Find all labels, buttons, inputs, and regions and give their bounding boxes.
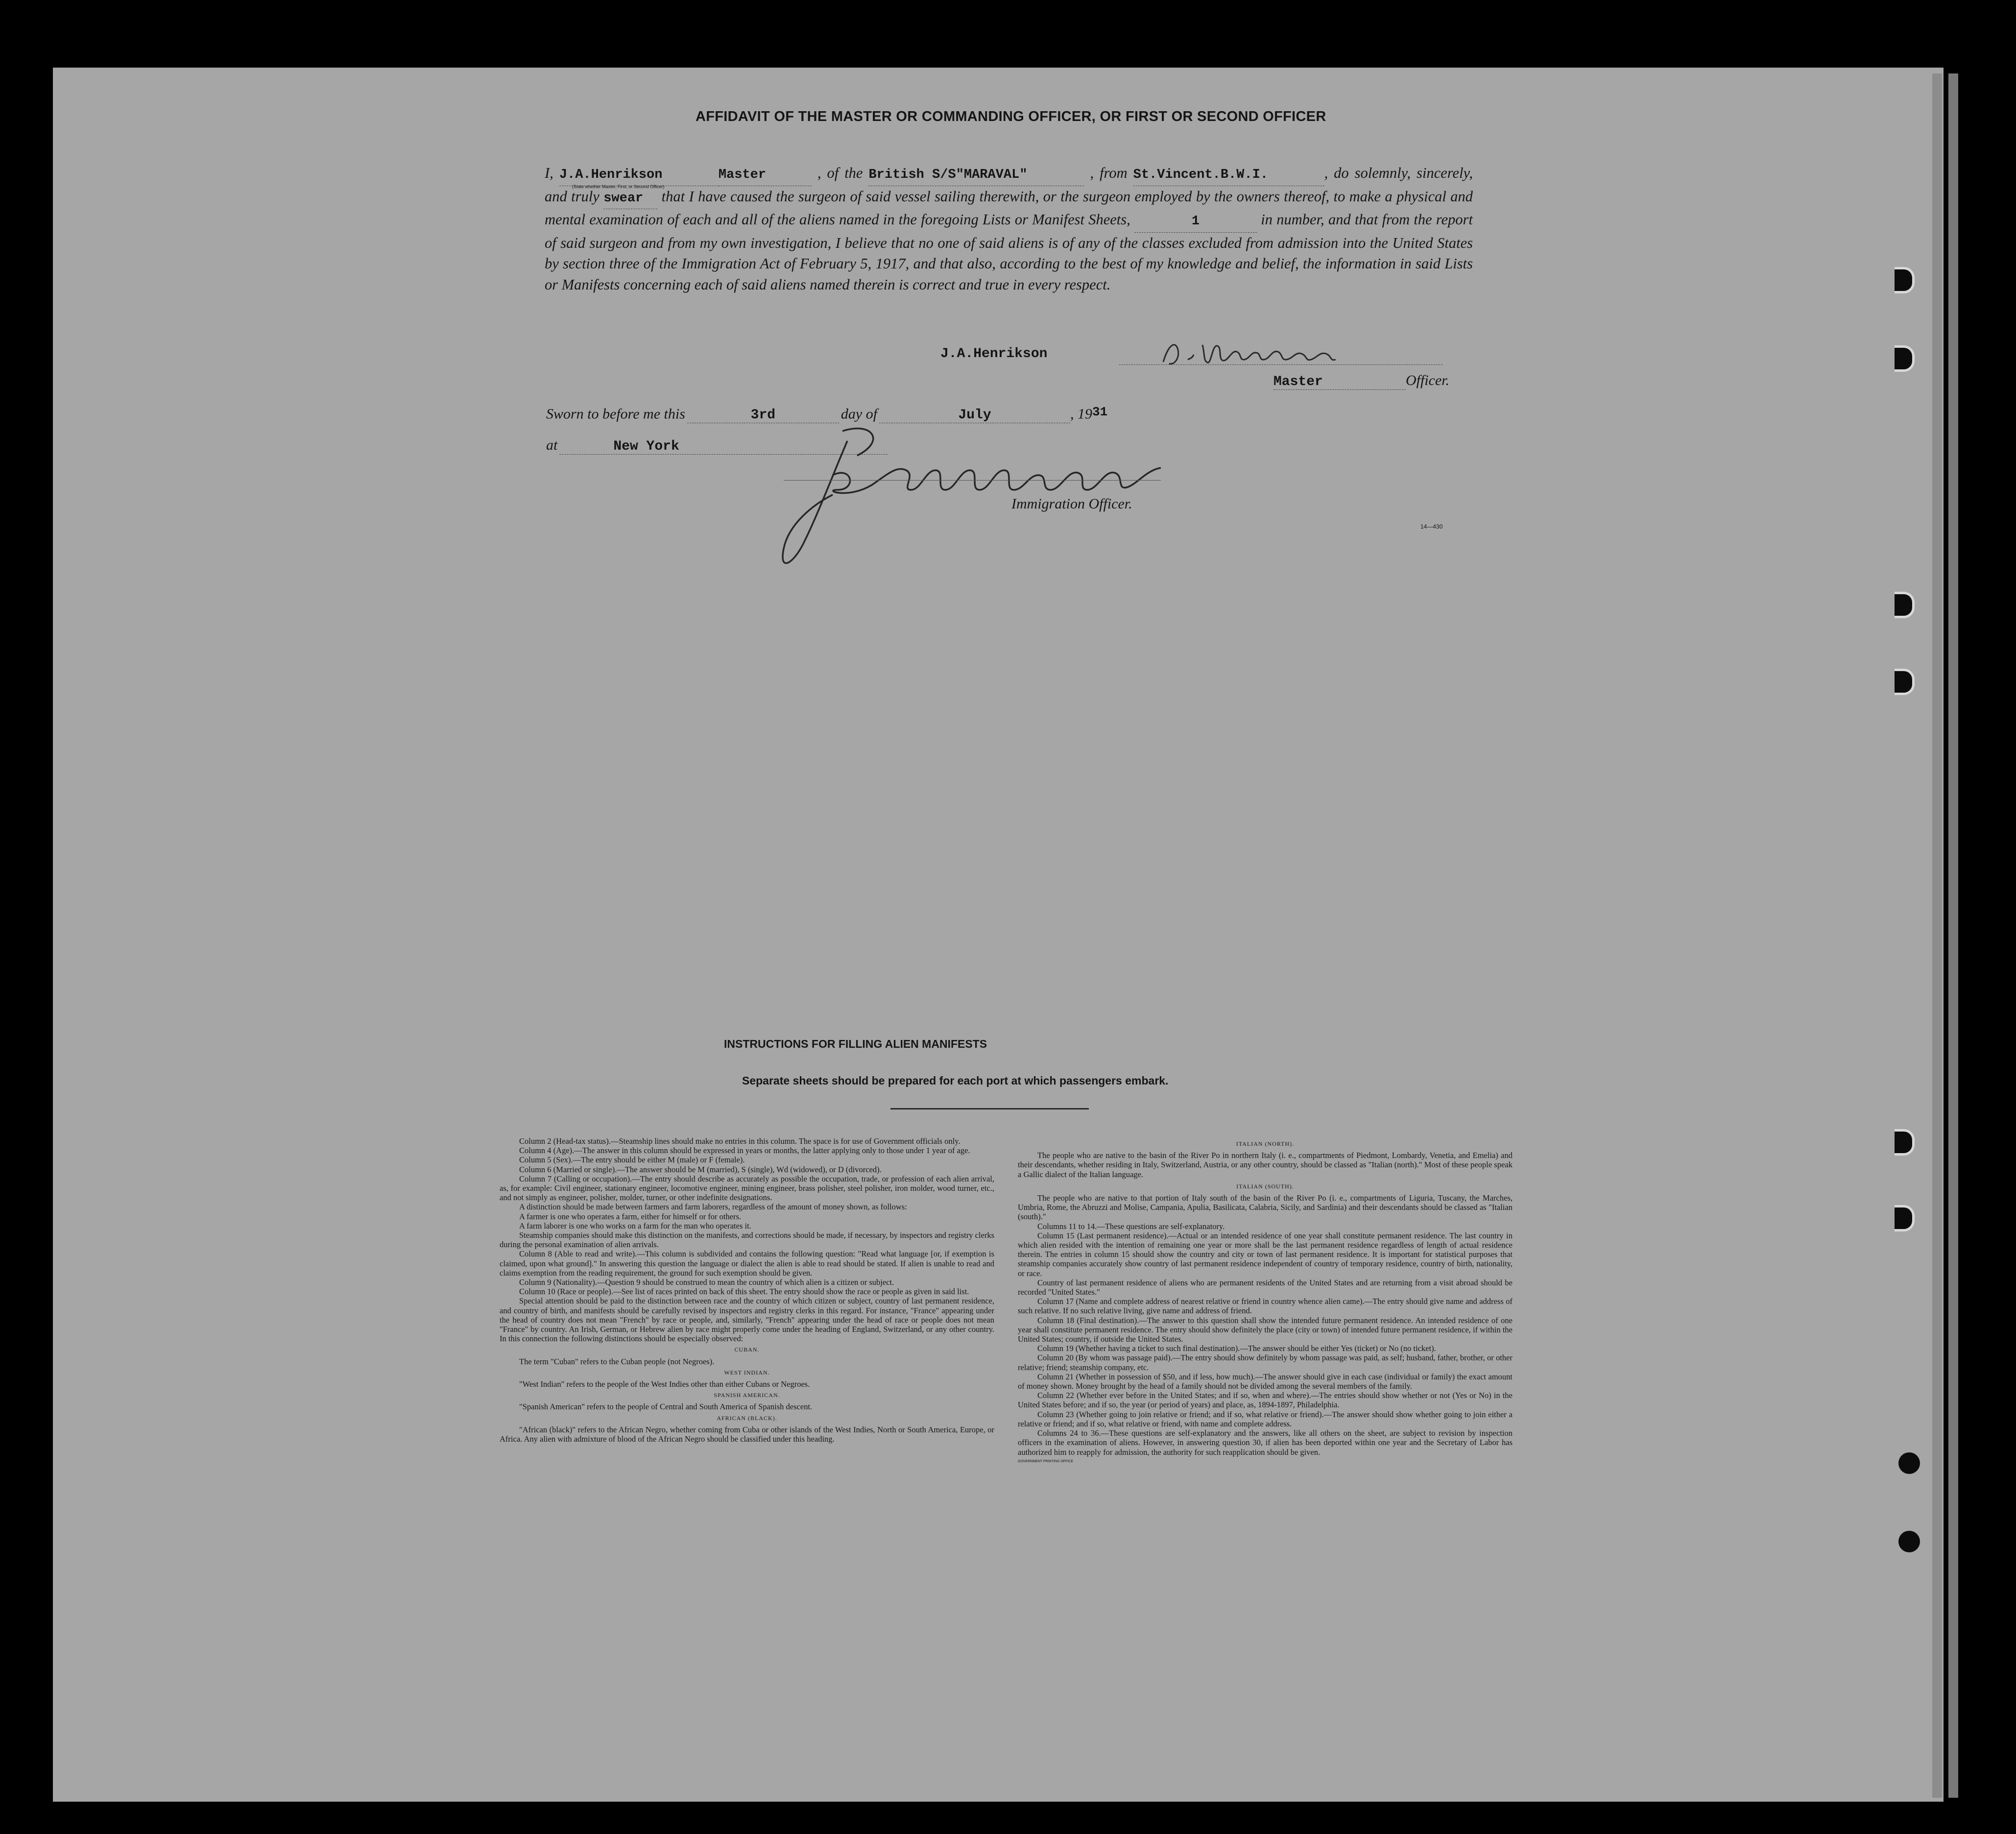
- form-number: 14—430: [1420, 523, 1443, 530]
- instruction-paragraph: Column 18 (Final destination).—The answer to this question shall show the intended future permanent residence. An intended residence of one year shall constitute permanent residence. The entry should show definitely the place (city or town) of intended future permanent residence, if within the United States; country, if outside the United States.: [1018, 1315, 1512, 1344]
- instruction-paragraph: Column 2 (Head-tax status).—Steamship lines should make no entries in this column. The space is for use of Government officials only.: [519, 1136, 960, 1146]
- officer-label: Officer.: [1406, 372, 1450, 388]
- t-do: , do: [1324, 165, 1349, 181]
- t-sworn: Sworn to before me this: [546, 406, 685, 422]
- sworn-place: New York: [559, 439, 888, 455]
- instruction-paragraph: Column 19 (Whether having a ticket to such final destination).—The answer should be either Yes (ticket) or No (no ticket).: [1037, 1344, 1436, 1353]
- sworn-month: July: [879, 408, 1070, 423]
- instruction-paragraph: The people who are native to that portion of Italy south of the basin of the River Po (i. e., compartments of Liguria, Tuscany, the Marches, Umbria, Rome, the Abruzzi and Molise, Campania, Apulia, Basilicata, Calabria, Sicily, and Sardinia) and their descendants should be classed as "Italian (south).": [1018, 1193, 1512, 1222]
- instruction-paragraph: A distinction should be made between farmers and farm laborers, regardless of the amount of money shown, as follows:: [519, 1202, 907, 1212]
- t-of-the: , of the: [817, 165, 863, 181]
- instruction-paragraph: Column 9 (Nationality).—Question 9 should be construed to mean the country of which alien is a citizen or subject.: [519, 1278, 894, 1287]
- instruction-paragraph: Column 4 (Age).—The answer in this column should be expressed in years or months, the latter applying only to those under 1 year of age.: [519, 1146, 970, 1156]
- manifest-sheet: [53, 68, 1944, 1802]
- sworn-year: 31: [1092, 405, 1108, 419]
- instruction-paragraph: The term "Cuban" refers to the Cuban people (not Negroes).: [519, 1356, 715, 1366]
- sworn-line: [546, 405, 1107, 423]
- instructions-title: INSTRUCTIONS FOR FILLING ALIEN MANIFESTS: [724, 1038, 987, 1050]
- spanish-american-heading: SPANISH AMERICAN.: [714, 1392, 780, 1399]
- binder-hole: [1898, 1531, 1920, 1552]
- binder-hole: [1895, 592, 1915, 618]
- t-body1: that I have caused the surgeon of said vessel sailing therewith, or the surgeon employed by the owners thereof, to make a physical and mental examination of each and all of the aliens named in the foregoing Lists or Manifest Sheets,: [545, 188, 1473, 228]
- instruction-paragraph: Column 10 (Race or people).—See list of races printed on back of this sheet. The entry should show the race or people as given in said list.: [519, 1287, 969, 1297]
- binder-hole: [1898, 1452, 1920, 1474]
- instruction-paragraph: A farmer is one who operates a farm, either for himself or for others.: [519, 1211, 742, 1221]
- page-edge: [1948, 73, 1958, 1798]
- cuban-heading: CUBAN.: [734, 1346, 760, 1353]
- departure-port: St.Vincent.B.W.I.: [1133, 165, 1324, 186]
- printing-office-note: GOVERNMENT PRINTING OFFICE: [1018, 1459, 1074, 1463]
- affidavit-text: [545, 163, 1473, 295]
- sheets-count: 1: [1134, 211, 1257, 233]
- officer-rank-line: [1273, 372, 1449, 390]
- affidavit-title: AFFIDAVIT OF THE MASTER OR COMMANDING OFFICER, OR FIRST OR SECOND OFFICER: [696, 109, 1326, 124]
- instruction-paragraph: "African (black)" refers to the African Negro, whether coming from Cuba or other islands of the West Indies, North or South America, Europe, or Africa. Any alien with admixture of blood of the African Negro should be classified under this heading.: [500, 1424, 994, 1444]
- instruction-paragraph: A farm laborer is one who works on a farm for the man who operates it.: [519, 1221, 751, 1231]
- t-i: I,: [545, 165, 553, 181]
- instruction-paragraph: Column 21 (Whether in possession of $50, and if less, how much).—The answer should give in each case (individual or family) the exact amount of money shown. Money brought by the head of a family should not be divided among the several members of the family.: [1018, 1372, 1512, 1391]
- t-from: , from: [1090, 165, 1128, 181]
- t-year-prefix: , 19: [1070, 406, 1093, 422]
- binder-hole: [1895, 1129, 1915, 1156]
- immigration-label: Immigration Officer.: [1011, 496, 1132, 512]
- african-heading: AFRICAN (BLACK).: [717, 1414, 777, 1422]
- t-day-of: day of: [840, 406, 878, 422]
- sworn-day: 3rd: [687, 408, 839, 423]
- instruction-paragraph: "Spanish American" refers to the people of Central and South America of Spanish descent.: [519, 1402, 813, 1412]
- t-at: at: [546, 437, 558, 453]
- instruction-paragraph: Column 6 (Married or single).—The answer should be M (married), S (single), Wd (widowed), or D (divorced).: [519, 1164, 882, 1174]
- rank-note: (State whether Master, First, or Second Officer): [572, 184, 665, 189]
- instruction-paragraph: "West Indian" refers to the people of the West Indies other than either Cubans or Negroes.: [519, 1379, 810, 1389]
- page-edge: [1932, 73, 1942, 1798]
- vessel-name: British S/S"MARAVAL": [868, 165, 1084, 186]
- italian-south-heading: ITALIAN (SOUTH).: [1236, 1182, 1294, 1190]
- instruction-paragraph: Column 17 (Name and complete address of nearest relative or friend in country whence alien came).—The entry should give name and address of such relative. If no such relative living, give name and address of friend.: [1018, 1297, 1512, 1316]
- instructions-left-column: [500, 1136, 994, 1444]
- instruction-paragraph: Special attention should be paid to the distinction between race and the country of which citizen or subject, country of last permanent residence, and country of birth, and manifests should be carefully revised by inspectors and registry clerks in this regard. For instance, "France" appearing under the head of country does not mean "French" by race or people, and, similarly, "French" appearing under the head of race or people does not mean "France" by country. An Irish, German, or Hebrew alien by race might properly come under the heading of England, Switzerland, or any other country. In this connection the following distinctions should be especially observed:: [500, 1296, 994, 1344]
- instruction-paragraph: Column 8 (Able to read and write).—This column is subdivided and contains the following question: "Read what language [or, if exemption is claimed, upon what ground]." In answering this question the language or dialect the alien is able to read should be stated. If alien is unable to read and claims exemption from the reading requirement, the ground for such exemption should be given.: [500, 1249, 994, 1278]
- officer-signature-line: [784, 480, 1161, 481]
- instruction-paragraph: Column 23 (Whether going to join relative or friend; and if so, what relative or friend).—The answer should show whether going to join either a relative or friend; and if so, what relative or friend, with name and complete address.: [1018, 1409, 1512, 1428]
- italian-north-heading: ITALIAN (NORTH).: [1236, 1140, 1295, 1147]
- instruction-paragraph: Country of last permanent residence of aliens who are permanent residents of the United States and are returning from a visit abroad should be recorded "United States.": [1018, 1278, 1512, 1297]
- rank-field: Master: [719, 165, 812, 186]
- signature-line: [1119, 338, 1442, 365]
- binder-hole: [1895, 1205, 1915, 1231]
- instruction-paragraph: Columns 24 to 36.—These questions are self-explanatory and the answers, like all others on the sheet, are subject to revision by inspection officers in the examination of aliens. However, in answering question 30, if alien has been deported within one year and the Secretary of Labor has authorized him to reapply for admission, the authority for such reapplication should be given.: [1018, 1428, 1512, 1457]
- west-indian-heading: WEST INDIAN.: [724, 1369, 770, 1376]
- section-rule: [890, 1108, 1089, 1110]
- binder-hole: [1895, 267, 1915, 293]
- t-solemnly: solemnly, sincerely, and truly: [545, 165, 1473, 205]
- instruction-paragraph: Column 5 (Sex).—The entry should be either M (male) or F (female).: [519, 1155, 745, 1165]
- instructions-right-column: [1018, 1136, 1512, 1466]
- officer-rank: Master: [1273, 374, 1406, 390]
- oath-word: swear: [603, 188, 657, 210]
- master-signature-image: [1158, 335, 1364, 369]
- master-name: J.A.Henrikson: [559, 165, 719, 186]
- instruction-paragraph: Columns 11 to 14.—These questions are self-explanatory.: [1037, 1221, 1225, 1231]
- binder-hole: [1895, 669, 1915, 695]
- typed-name: J.A.Henrikson: [940, 346, 1048, 362]
- t-body2: in number, and that from the report of said surgeon and from my own investigation, I believe that no one of said aliens is of any of the classes excluded from admission into the United States by section three of the Immigration Act of February 5, 1917, and that also, according to the best of my knowledge and belief, the information in said Lists or Manifests concerning each of said aliens named therein is correct and true in every respect.: [545, 211, 1473, 293]
- instruction-paragraph: The people who are native to the basin of the River Po in northern Italy (i. e., compartments of Piedmont, Lombardy, Venetia, and Emelia) and their descendants, whether residing in Italy, Switzerland, Austria, or any other country, should be classed as "Italian (north)." Most of these people speak a Gallic dialect of the Italian language.: [1018, 1151, 1512, 1179]
- binder-hole: [1895, 345, 1915, 372]
- instruction-paragraph: Steamship companies should make this distinction on the manifests, and corrections should be made, if necessary, by inspectors and registry clerks during the personal examination of alien arrivals.: [500, 1231, 994, 1250]
- instruction-paragraph: Column 20 (By whom was passage paid).—The entry should show definitely by whom passage was paid, as self; husband, father, brother, or other relative; friend; steamship company, etc.: [1018, 1353, 1512, 1372]
- instruction-paragraph: Column 22 (Whether ever before in the United States; and if so, when and where).—The entries should show whether or not (Yes or No) in the United States before; and if so, the year (or period of years) and place, as, 1894-1897, Philadelphia.: [1018, 1391, 1512, 1410]
- instructions-subtitle: Separate sheets should be prepared for each port at which passengers embark.: [742, 1074, 1169, 1087]
- instruction-paragraph: Column 7 (Calling or occupation).—The entry should describe as accurately as possible the occupation, trade, or profession of each alien arrival, as, for example: Civil engineer, stationary engineer, locomotive engineer, mining engineer, brass polisher, steel polisher, iron molder, wood turner, etc., and not simply as engineer, polisher, molder, turner, or other indefinite designations.: [500, 1174, 994, 1203]
- instruction-paragraph: Column 15 (Last permanent residence).—Actual or an intended residence of one year shall constitute permanent residence. The last country in which alien resided with the intention of remaining one year or more shall be the last permanent residence regardless of length of actual residence therein. The entries in column 15 should show the country and city or town of last permanent residence. It is important for statistical purposes that steamship companies accurately show country of last permanent residence independent of country of temporary residence, country of birth, nationality, or race.: [1018, 1231, 1512, 1278]
